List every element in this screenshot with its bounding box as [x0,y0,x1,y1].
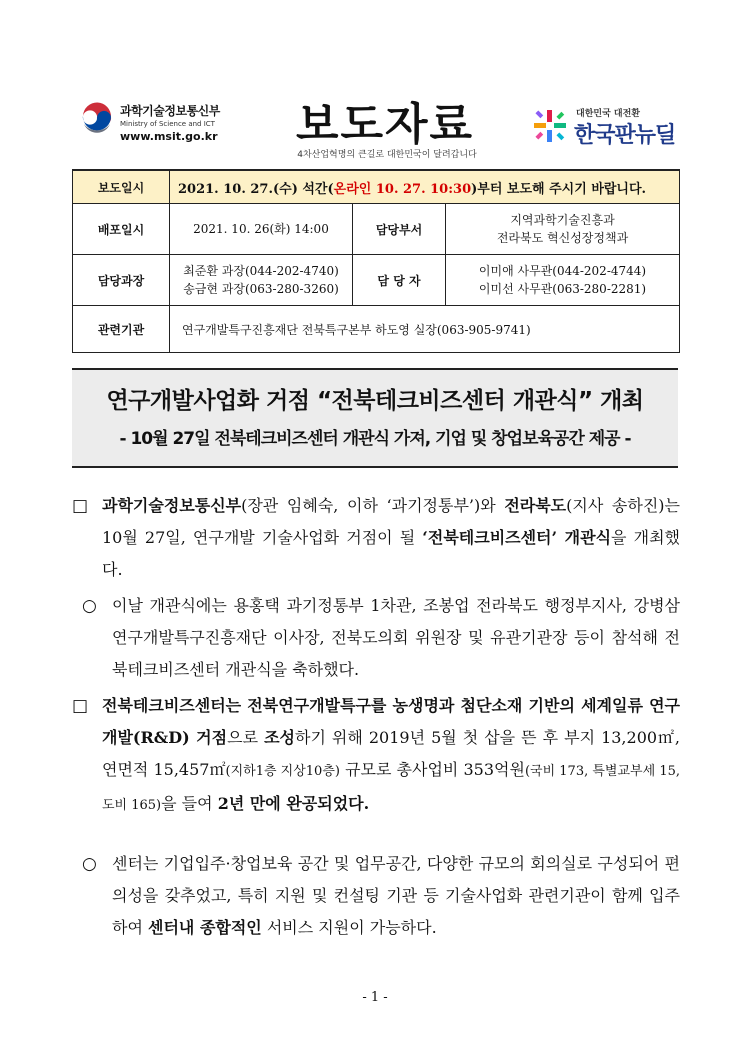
body-paragraph-3 [72,690,680,822]
release-label: 보도일시 [73,171,170,204]
taegeuk-emblem-icon [80,102,114,136]
staff-line: 이미선 사무관(063-280-2281) [478,282,647,296]
body-text: 서비스 지원이 가능하다. [261,918,437,937]
bold-text: 전라북도 [504,496,567,515]
ministry-url: www.msit.go.kr [120,130,218,143]
staff-value [446,255,680,306]
square-bullet: □ [72,696,89,716]
body-paragraph-2 [72,590,680,686]
ministry-english-name: Ministry of Science and ICT [120,120,215,128]
new-deal-tagline: 대한민국 대전환 [576,109,640,119]
press-info-table [72,170,680,353]
body-text: 하기 위해 2019년 5월 첫 삽을 뜬 후 부지 13,200㎡, 연면적 15,457㎡ [102,728,681,779]
department-line: 지역과학기술진흥과 [510,213,615,227]
circle-bullet: ○ [82,854,97,874]
small-text: (국비 173, 특별교부세 15, 도비 165) [102,764,680,813]
paragraph-text: 이날 개관식에는 용홍택 과기정통부 1차관, 조봉업 전라북도 행정부지사, 강병삼 연구개발특구진흥재단 이사장, 전북도의회 위원장 및 유관기관장 등이 참석해 전북테크비즈센터 개관식을 축하했다. [112,596,680,679]
manager-line: 최준환 과장(044-202-4740) [183,264,339,278]
table-row [73,306,680,353]
page-title: 보도자료 [295,99,474,150]
body-paragraph-4 [72,848,680,944]
manager-value [170,255,353,306]
department-value [446,204,680,255]
square-bullet: □ [72,496,89,516]
paragraph-text [112,848,680,944]
slogan: 4차산업혁명의 큰길로 대한민국이 달려갑니다 [297,150,477,160]
bold-text: 과학기술정보통신부 [102,496,242,515]
distribution-value: 2021. 10. 26(화) 14:00 [170,204,353,255]
body-text: (지사 송하진)는 10월 27일, 연구개발 기술사업화 거점이 될 [102,496,680,547]
staff-label: 담 당 자 [353,255,446,306]
bold-text: ‘전북테크비즈센터’ 개관식 [422,528,612,547]
body-text: (장관 임혜숙, 이하 ‘과기정통부’)와 [241,496,505,515]
body-paragraph-1 [72,490,680,586]
department-label: 담당부서 [353,204,446,255]
table-row [73,255,680,306]
bold-text: 조성 [264,728,295,747]
manager-line: 송금현 과장(063-280-3260) [183,282,339,296]
paragraph-text [102,490,680,586]
table-row [73,171,680,204]
headline-main: 연구개발사업화 거점 “전북테크비즈센터 개관식” 개최 [106,388,644,414]
release-value [170,171,680,204]
circle-bullet: ○ [82,596,97,616]
ministry-logo [80,100,230,150]
paragraph-text [102,690,680,822]
small-text: (지하1층 지상10층) [225,764,340,779]
new-deal-mark-icon [530,106,570,146]
headline-sub: - 10월 27일 전북테크비즈센터 개관식 가져, 기업 및 창업보육공간 제공 - [119,429,631,449]
release-value-online: 온라인 10. 27. 10:30 [333,181,472,197]
bold-text: 전북테크비즈센터는 전북연구개발특구를 농생명과 첨단소재 기반의 세계일류 연구개발(R&D) 거점 [102,696,680,747]
page-number: - 1 - [362,990,388,1005]
korean-new-deal-logo [530,104,680,148]
headline-box [72,368,678,468]
related-label: 관련기관 [73,306,170,353]
ministry-name: 과학기술정보통신부 [120,104,220,118]
related-value: 연구개발특구진흥재단 전북특구본부 하도영 실장(063-905-9741) [170,306,680,353]
body-text: 을 개최했다. [102,528,680,579]
manager-label: 담당과장 [73,255,170,306]
distribution-label: 배포일시 [73,204,170,255]
staff-line: 이미애 사무관(044-202-4744) [478,264,647,278]
table-row [73,204,680,255]
body-text: 센터는 기업입주·창업보육 공간 및 업무공간, 다양한 규모의 회의실로 구성되어 편의성을 갖추었고, 특히 지원 및 컨설팅 기관 등 기술사업화 관련기관이 함께 입주하여 [112,854,680,937]
bold-text: 센터내 종합적인 [148,918,262,937]
new-deal-title: 한국판뉴딜 [574,123,676,148]
body-text: 을 들여 [161,794,218,813]
release-value-a: 2021. 10. 27.(수) 석간( [178,181,334,197]
body-text: 규모로 총사업비 353억원 [339,760,525,779]
department-line: 전라북도 혁신성장정책과 [496,231,629,245]
release-value-b: )부터 보도해 주시기 바랍니다. [471,181,647,197]
body-text: 으로 [227,728,265,747]
bold-text: 2년 만에 완공되었다. [217,794,370,813]
